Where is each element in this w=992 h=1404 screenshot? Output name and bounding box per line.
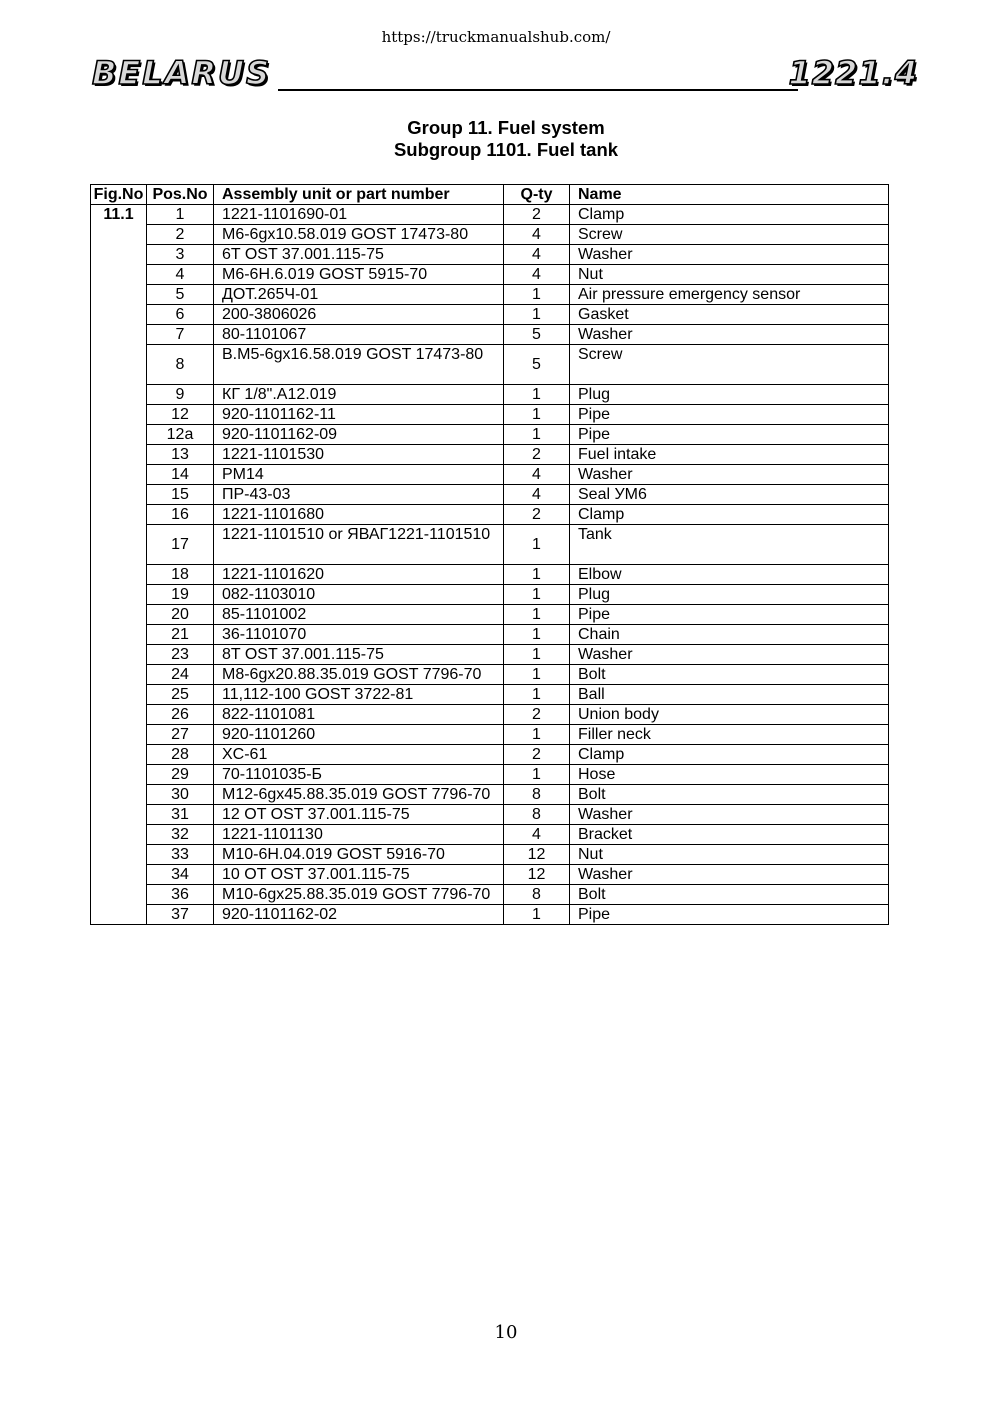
qty-cell: 1 — [504, 605, 570, 625]
pos-no-cell: 3 — [147, 245, 214, 265]
name-cell: Bolt — [570, 665, 889, 685]
table-row — [91, 745, 889, 765]
part-number-cell: M10-6H.04.019 GOST 5916-70 — [214, 845, 504, 865]
name-cell: Elbow — [570, 565, 889, 585]
name-cell: Washer — [570, 465, 889, 485]
part-number-cell: M8-6gx20.88.35.019 GOST 7796-70 — [214, 665, 504, 685]
qty-cell: 2 — [504, 205, 570, 225]
qty-cell: 1 — [504, 725, 570, 745]
qty-cell: 1 — [504, 285, 570, 305]
qty-cell: 1 — [504, 645, 570, 665]
pos-no-cell: 32 — [147, 825, 214, 845]
part-number-cell: M6-6gx10.58.019 GOST 17473-80 — [214, 225, 504, 245]
pos-no-cell: 16 — [147, 505, 214, 525]
name-cell: Washer — [570, 865, 889, 885]
table-row — [91, 245, 889, 265]
name-cell: Plug — [570, 385, 889, 405]
column-header-qty: Q-ty — [504, 185, 570, 205]
table-row — [91, 265, 889, 285]
table-row — [91, 905, 889, 925]
qty-cell: 1 — [504, 665, 570, 685]
column-header-pos-no: Pos.No — [147, 185, 214, 205]
pos-no-cell: 12a — [147, 425, 214, 445]
pos-no-cell: 24 — [147, 665, 214, 685]
pos-no-cell: 14 — [147, 465, 214, 485]
table-row — [91, 385, 889, 405]
qty-cell: 8 — [504, 885, 570, 905]
name-cell: Bolt — [570, 785, 889, 805]
table-row — [91, 625, 889, 645]
part-number-cell: КГ 1/8".A12.019 — [214, 385, 504, 405]
pos-no-cell: 25 — [147, 685, 214, 705]
qty-cell: 4 — [504, 465, 570, 485]
name-cell: Hose — [570, 765, 889, 785]
qty-cell: 2 — [504, 745, 570, 765]
name-cell: Washer — [570, 805, 889, 825]
name-cell: Air pressure emergency sensor — [570, 285, 889, 305]
table-row — [91, 805, 889, 825]
table-row — [91, 345, 889, 385]
pos-no-cell: 9 — [147, 385, 214, 405]
part-number-cell: M10-6gx25.88.35.019 GOST 7796-70 — [214, 885, 504, 905]
pos-no-cell: 4 — [147, 265, 214, 285]
name-cell: Washer — [570, 645, 889, 665]
pos-no-cell: 29 — [147, 765, 214, 785]
name-cell: Tank — [570, 525, 889, 565]
part-number-cell: ДОТ.265Ч-01 — [214, 285, 504, 305]
qty-cell: 2 — [504, 445, 570, 465]
pos-no-cell: 18 — [147, 565, 214, 585]
name-cell: Clamp — [570, 505, 889, 525]
qty-cell: 1 — [504, 565, 570, 585]
name-cell: Gasket — [570, 305, 889, 325]
part-number-cell: M12-6gx45.88.35.019 GOST 7796-70 — [214, 785, 504, 805]
part-number-cell: 082-1103010 — [214, 585, 504, 605]
part-number-cell: 920-1101260 — [214, 725, 504, 745]
table-row — [91, 405, 889, 425]
table-row — [91, 525, 889, 565]
name-cell: Plug — [570, 585, 889, 605]
table-row — [91, 225, 889, 245]
pos-no-cell: 21 — [147, 625, 214, 645]
part-number-cell: ПР-43-03 — [214, 485, 504, 505]
pos-no-cell: 5 — [147, 285, 214, 305]
pos-no-cell: 19 — [147, 585, 214, 605]
part-number-cell: 1221-1101510 or ЯВАГ1221-1101510 — [214, 525, 504, 565]
part-number-cell: 920-1101162-09 — [214, 425, 504, 445]
pos-no-cell: 17 — [147, 525, 214, 565]
part-number-cell: 11,112-100 GOST 3722-81 — [214, 685, 504, 705]
part-number-cell: 1221-1101130 — [214, 825, 504, 845]
table-row — [91, 205, 889, 225]
part-number-cell: 920-1101162-11 — [214, 405, 504, 425]
pos-no-cell: 27 — [147, 725, 214, 745]
name-cell: Nut — [570, 265, 889, 285]
table-row — [91, 725, 889, 745]
name-cell: Ball — [570, 685, 889, 705]
part-number-cell: 8T OST 37.001.115-75 — [214, 645, 504, 665]
fig-no-cell: 11.1 — [91, 205, 147, 925]
part-number-cell: B.M5-6gx16.58.019 GOST 17473-80 — [214, 345, 504, 385]
table-row — [91, 445, 889, 465]
part-number-cell: 70-1101035-Б — [214, 765, 504, 785]
pos-no-cell: 7 — [147, 325, 214, 345]
name-cell: Washer — [570, 325, 889, 345]
qty-cell: 1 — [504, 425, 570, 445]
name-cell: Chain — [570, 625, 889, 645]
table-row — [91, 845, 889, 865]
source-url: https://truckmanualshub.com/ — [381, 28, 611, 46]
table-row — [91, 705, 889, 725]
part-number-cell: 1221-1101620 — [214, 565, 504, 585]
qty-cell: 2 — [504, 705, 570, 725]
table-row — [91, 885, 889, 905]
name-cell: Pipe — [570, 405, 889, 425]
name-cell: Bracket — [570, 825, 889, 845]
part-number-cell: 80-1101067 — [214, 325, 504, 345]
qty-cell: 5 — [504, 345, 570, 385]
part-number-cell: 6T OST 37.001.115-75 — [214, 245, 504, 265]
pos-no-cell: 28 — [147, 745, 214, 765]
pos-no-cell: 8 — [147, 345, 214, 385]
qty-cell: 1 — [504, 905, 570, 925]
part-number-cell: 12 OT OST 37.001.115-75 — [214, 805, 504, 825]
table-row — [91, 485, 889, 505]
table-row — [91, 305, 889, 325]
pos-no-cell: 15 — [147, 485, 214, 505]
qty-cell: 2 — [504, 505, 570, 525]
table-row — [91, 465, 889, 485]
pos-no-cell: 1 — [147, 205, 214, 225]
name-cell: Clamp — [570, 745, 889, 765]
qty-cell: 5 — [504, 325, 570, 345]
model-number: 1221.4 — [788, 54, 918, 92]
page-title — [0, 117, 992, 161]
part-number-cell: 920-1101162-02 — [214, 905, 504, 925]
name-cell: Union body — [570, 705, 889, 725]
pos-no-cell: 37 — [147, 905, 214, 925]
qty-cell: 4 — [504, 245, 570, 265]
name-cell: Filler neck — [570, 725, 889, 745]
pos-no-cell: 30 — [147, 785, 214, 805]
part-number-cell: 200-3806026 — [214, 305, 504, 325]
name-cell: Pipe — [570, 605, 889, 625]
qty-cell: 4 — [504, 265, 570, 285]
table-row — [91, 505, 889, 525]
qty-cell: 1 — [504, 305, 570, 325]
qty-cell: 1 — [504, 405, 570, 425]
table-header-row — [91, 185, 889, 205]
pos-no-cell: 23 — [147, 645, 214, 665]
name-cell: Bolt — [570, 885, 889, 905]
part-number-cell: M6-6H.6.019 GOST 5915-70 — [214, 265, 504, 285]
table-row — [91, 765, 889, 785]
qty-cell: 4 — [504, 485, 570, 505]
part-number-cell: PM14 — [214, 465, 504, 485]
pos-no-cell: 31 — [147, 805, 214, 825]
qty-cell: 12 — [504, 845, 570, 865]
header-rule — [278, 89, 798, 91]
part-number-cell: 36-1101070 — [214, 625, 504, 645]
parts-table-body — [91, 205, 889, 925]
pos-no-cell: 36 — [147, 885, 214, 905]
name-cell: Washer — [570, 245, 889, 265]
subgroup-title: Subgroup 1101. Fuel tank — [393, 139, 619, 160]
qty-cell: 1 — [504, 625, 570, 645]
table-row — [91, 685, 889, 705]
part-number-cell: 1221-1101690-01 — [214, 205, 504, 225]
part-number-cell: 1221-1101530 — [214, 445, 504, 465]
part-number-cell: 85-1101002 — [214, 605, 504, 625]
table-row — [91, 285, 889, 305]
name-cell: Nut — [570, 845, 889, 865]
name-cell: Screw — [570, 225, 889, 245]
qty-cell: 4 — [504, 225, 570, 245]
qty-cell: 4 — [504, 825, 570, 845]
qty-cell: 1 — [504, 385, 570, 405]
name-cell: Fuel intake — [570, 445, 889, 465]
qty-cell: 8 — [504, 805, 570, 825]
pos-no-cell: 13 — [147, 445, 214, 465]
name-cell: Pipe — [570, 905, 889, 925]
pos-no-cell: 6 — [147, 305, 214, 325]
qty-cell: 1 — [504, 525, 570, 565]
column-header-name: Name — [570, 185, 889, 205]
table-row — [91, 565, 889, 585]
pos-no-cell: 12 — [147, 405, 214, 425]
pos-no-cell: 2 — [147, 225, 214, 245]
table-row — [91, 645, 889, 665]
name-cell: Clamp — [570, 205, 889, 225]
group-title: Group 11. Fuel system — [407, 117, 605, 138]
table-row — [91, 785, 889, 805]
name-cell: Seal УМ6 — [570, 485, 889, 505]
qty-cell: 1 — [504, 765, 570, 785]
qty-cell: 1 — [504, 685, 570, 705]
qty-cell: 12 — [504, 865, 570, 885]
part-number-cell: 822-1101081 — [214, 705, 504, 725]
name-cell: Pipe — [570, 425, 889, 445]
pos-no-cell: 26 — [147, 705, 214, 725]
part-number-cell: 1221-1101680 — [214, 505, 504, 525]
table-row — [91, 585, 889, 605]
pos-no-cell: 20 — [147, 605, 214, 625]
column-header-fig-no: Fig.No — [91, 185, 147, 205]
table-row — [91, 605, 889, 625]
pos-no-cell: 33 — [147, 845, 214, 865]
qty-cell: 1 — [504, 585, 570, 605]
column-header-part-number: Assembly unit or part number — [214, 185, 504, 205]
parts-table — [90, 184, 889, 925]
part-number-cell: 10 OT OST 37.001.115-75 — [214, 865, 504, 885]
page-number: 10 — [494, 1322, 518, 1343]
pos-no-cell: 34 — [147, 865, 214, 885]
table-row — [91, 665, 889, 685]
qty-cell: 8 — [504, 785, 570, 805]
table-row — [91, 865, 889, 885]
table-row — [91, 825, 889, 845]
part-number-cell: XC-61 — [214, 745, 504, 765]
name-cell: Screw — [570, 345, 889, 385]
table-row — [91, 425, 889, 445]
brand-logo: BELARUS — [92, 54, 272, 92]
table-row — [91, 325, 889, 345]
